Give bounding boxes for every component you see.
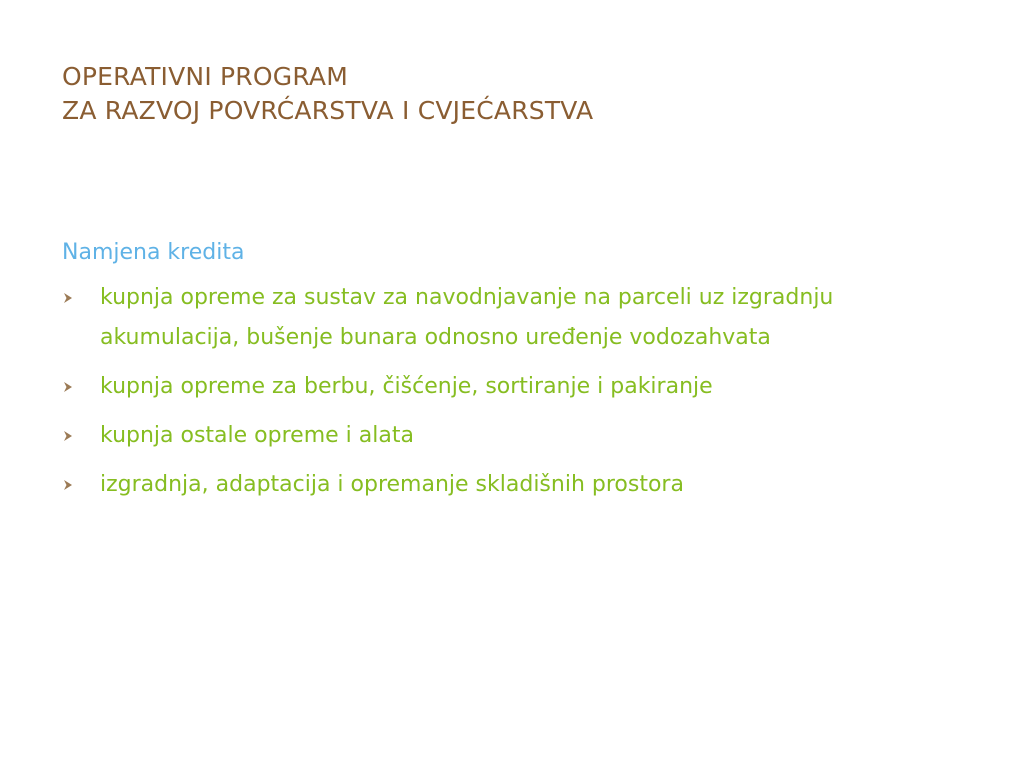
arrowhead-bullet-icon <box>62 430 74 442</box>
section-subtitle: Namjena kredita <box>62 240 245 265</box>
bullet-list <box>62 278 922 505</box>
title-line-1: OPERATIVNI PROGRAM <box>62 62 348 91</box>
bullet-text: kupnja opreme za berbu, čišćenje, sortiranje i pakiranje <box>100 374 713 399</box>
bullet-text: kupnja ostale opreme i alata <box>100 423 414 448</box>
arrowhead-bullet-icon <box>62 292 74 304</box>
arrowhead-bullet-icon <box>62 381 74 393</box>
arrowhead-bullet-icon <box>62 479 74 491</box>
bullet-item-1 <box>62 278 922 358</box>
bullet-item-4 <box>62 465 922 505</box>
title-line-2: ZA RAZVOJ POVRĆARSTVA I CVJEĆARSTVA <box>62 96 594 125</box>
bullet-text: kupnja opreme za sustav za navodnjavanje na parceli uz izgradnju akumulacija, bušenje bunara odnosno uređenje vodozahvata <box>100 285 834 350</box>
bullet-item-3 <box>62 416 922 456</box>
slide-content <box>62 238 922 514</box>
slide-title <box>62 60 962 128</box>
bullet-item-2 <box>62 367 922 407</box>
bullet-text: izgradnja, adaptacija i opremanje skladišnih prostora <box>100 472 684 497</box>
